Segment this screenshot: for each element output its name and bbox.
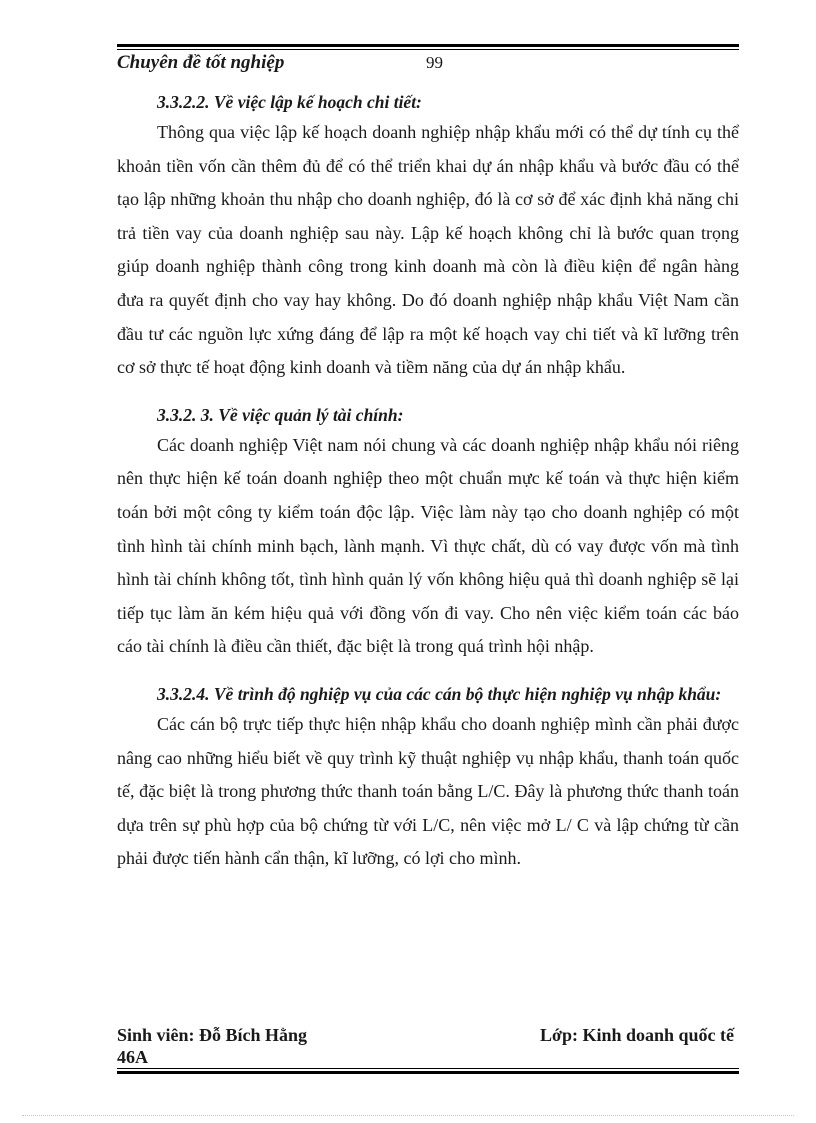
section-heading: 3.3.2. 3. Về việc quản lý tài chính: [157,404,404,425]
page-header-title: Chuyên đề tốt nghiệp [117,52,285,73]
footer-rule [117,1068,739,1074]
section-staff-expertise [117,680,739,876]
header-rule [117,44,739,50]
footer-class: Lớp: Kinh doanh quốc tế [539,1025,734,1045]
page-edge-divider [22,1115,794,1116]
footer-student-class-code: 46A [117,1047,148,1067]
page-number: 99 [426,53,443,72]
section-heading: 3.3.2.2. Về việc lập kế hoạch chi tiết: [157,92,422,112]
section-paragraph: Các cán bộ trực tiếp thực hiện nhập khẩu cho doanh nghiệp mình cần phải được nâng cao những hiểu biết về quy trình kỹ thuật nghiệp vụ nhập khẩu, thanh toán quốc tế, đặc biệt là trong phương thức thanh toán bằng L/C. Đây là phương thức thanh toán dựa trên sự phù hợp của bộ chứng từ với L/C, nên việc mở L/ C và lập chứng từ cần phải được tiến hành cẩn thận, kĩ lưỡng, có lợi cho mình. [117,713,739,869]
footer-student-name: Sinh viên: Đỗ Bích Hằng [117,1025,308,1045]
footer-student [117,1024,307,1068]
document-body [117,88,739,876]
section-paragraph: Các doanh nghiệp Việt nam nói chung và các doanh nghiệp nhập khẩu nói riêng nên thực hiện kế toán doanh nghiệp theo một chuẩn mực kế toán và thực hiện kiểm toán bởi một công ty kiểm toán độc lập. Việc làm này tạo cho doanh nghịêp có một tình hình tài chính minh bạch, lành mạnh. Vì thực chất, dù có vay được vốn mà tình hình tài chính không tốt, tình hình quản lý vốn không hiệu quả thì doanh nghiệp sẽ lại tiếp tục làm ăn kém hiệu quả với đồng vốn đi vay. Cho nên việc kiểm toán các báo cáo tài chính là điều cần thiết, đặc biệt là trong quá trình hội nhập. [117,434,739,657]
section-financial-management [117,401,739,664]
section-paragraph: Thông qua việc lập kế hoạch doanh nghiệp nhập khẩu mới có thể dự tính cụ thể khoản tiền vốn cần thêm đủ để có thể triển khai dự án nhập khẩu và bước đầu có thể tạo lập những khoản thu nhập cho doanh nghiệp, đó là cơ sở để xác định khả năng chi trả tiền vay của doanh nghiệp sau này. Lập kế hoạch không chỉ là bước quan trọng giúp doanh nghiệp thành công trong kinh doanh mà còn là điều kiện để ngân hàng đưa ra quyết định cho vay hay không. Do đó doanh nghiệp nhập khẩu Việt Nam cần đầu tư các nguồn lực xứng đáng để lập ra một kế hoạch vay chi tiết và kĩ lưỡng trên cơ sở thực tế hoạt động kinh doanh và tiềm năng của dự án nhập khẩu. [117,122,739,378]
section-detailed-planning [117,88,739,385]
section-heading: 3.3.2.4. Về trình độ nghiệp vụ của các cán bộ thực hiện nghiệp vụ nhập khẩu: [157,683,722,704]
